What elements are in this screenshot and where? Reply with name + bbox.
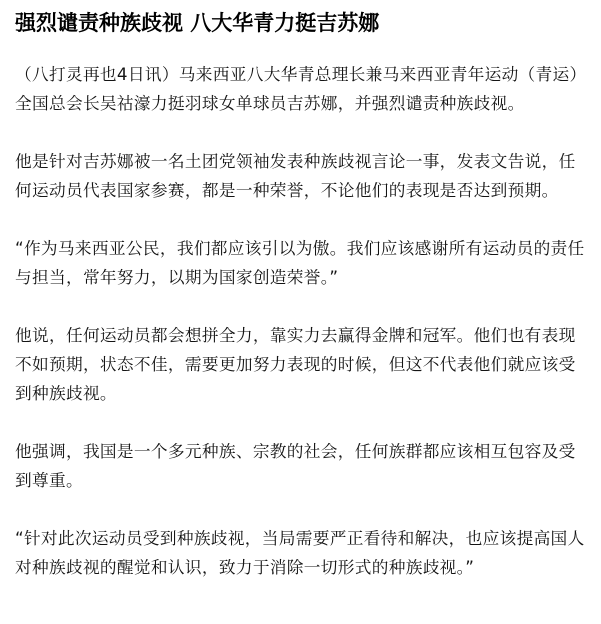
article-paragraph-4: 他说，任何运动员都会想拼全力，靠实力去赢得金牌和冠军。他们也有表现不如预期，状态不佳，需要更加努力表现的时候，但这不代表他们就应该受到种族歧视。 — [15, 325, 576, 403]
article-paragraph-1: （八打灵再也4日讯）马来西亚八大华青总理长兼马来西亚青年运动（青运）全国总会长吴祜濠力挺羽球女单球员吉苏娜，并强烈谴责种族歧视。 — [15, 64, 579, 113]
article-paragraph-3: “作为马来西亚公民，我们都应该引以为傲。我们应该感谢所有运动员的责任与担当，常年努力，以期为国家创造荣誉。” — [15, 238, 585, 287]
article-headline: 强烈谴责种族歧视 八大华青力挺吉苏娜 — [15, 10, 380, 35]
article-paragraph-5: 他强调，我国是一个多元种族、宗教的社会，任何族群都应该相互包容及受到尊重。 — [15, 441, 576, 490]
article-paragraph-6: “针对此次运动员受到种族歧视，当局需要严正看待和解决，也应该提高国人对种族歧视的醒觉和认识，致力于消除一切形式的种族歧视。” — [15, 528, 585, 577]
article-paragraph-2: 他是针对吉苏娜被一名土团党领袖发表种族歧视言论一事，发表文告说，任何运动员代表国家参赛，都是一种荣誉，不论他们的表现是否达到预期。 — [15, 151, 576, 200]
